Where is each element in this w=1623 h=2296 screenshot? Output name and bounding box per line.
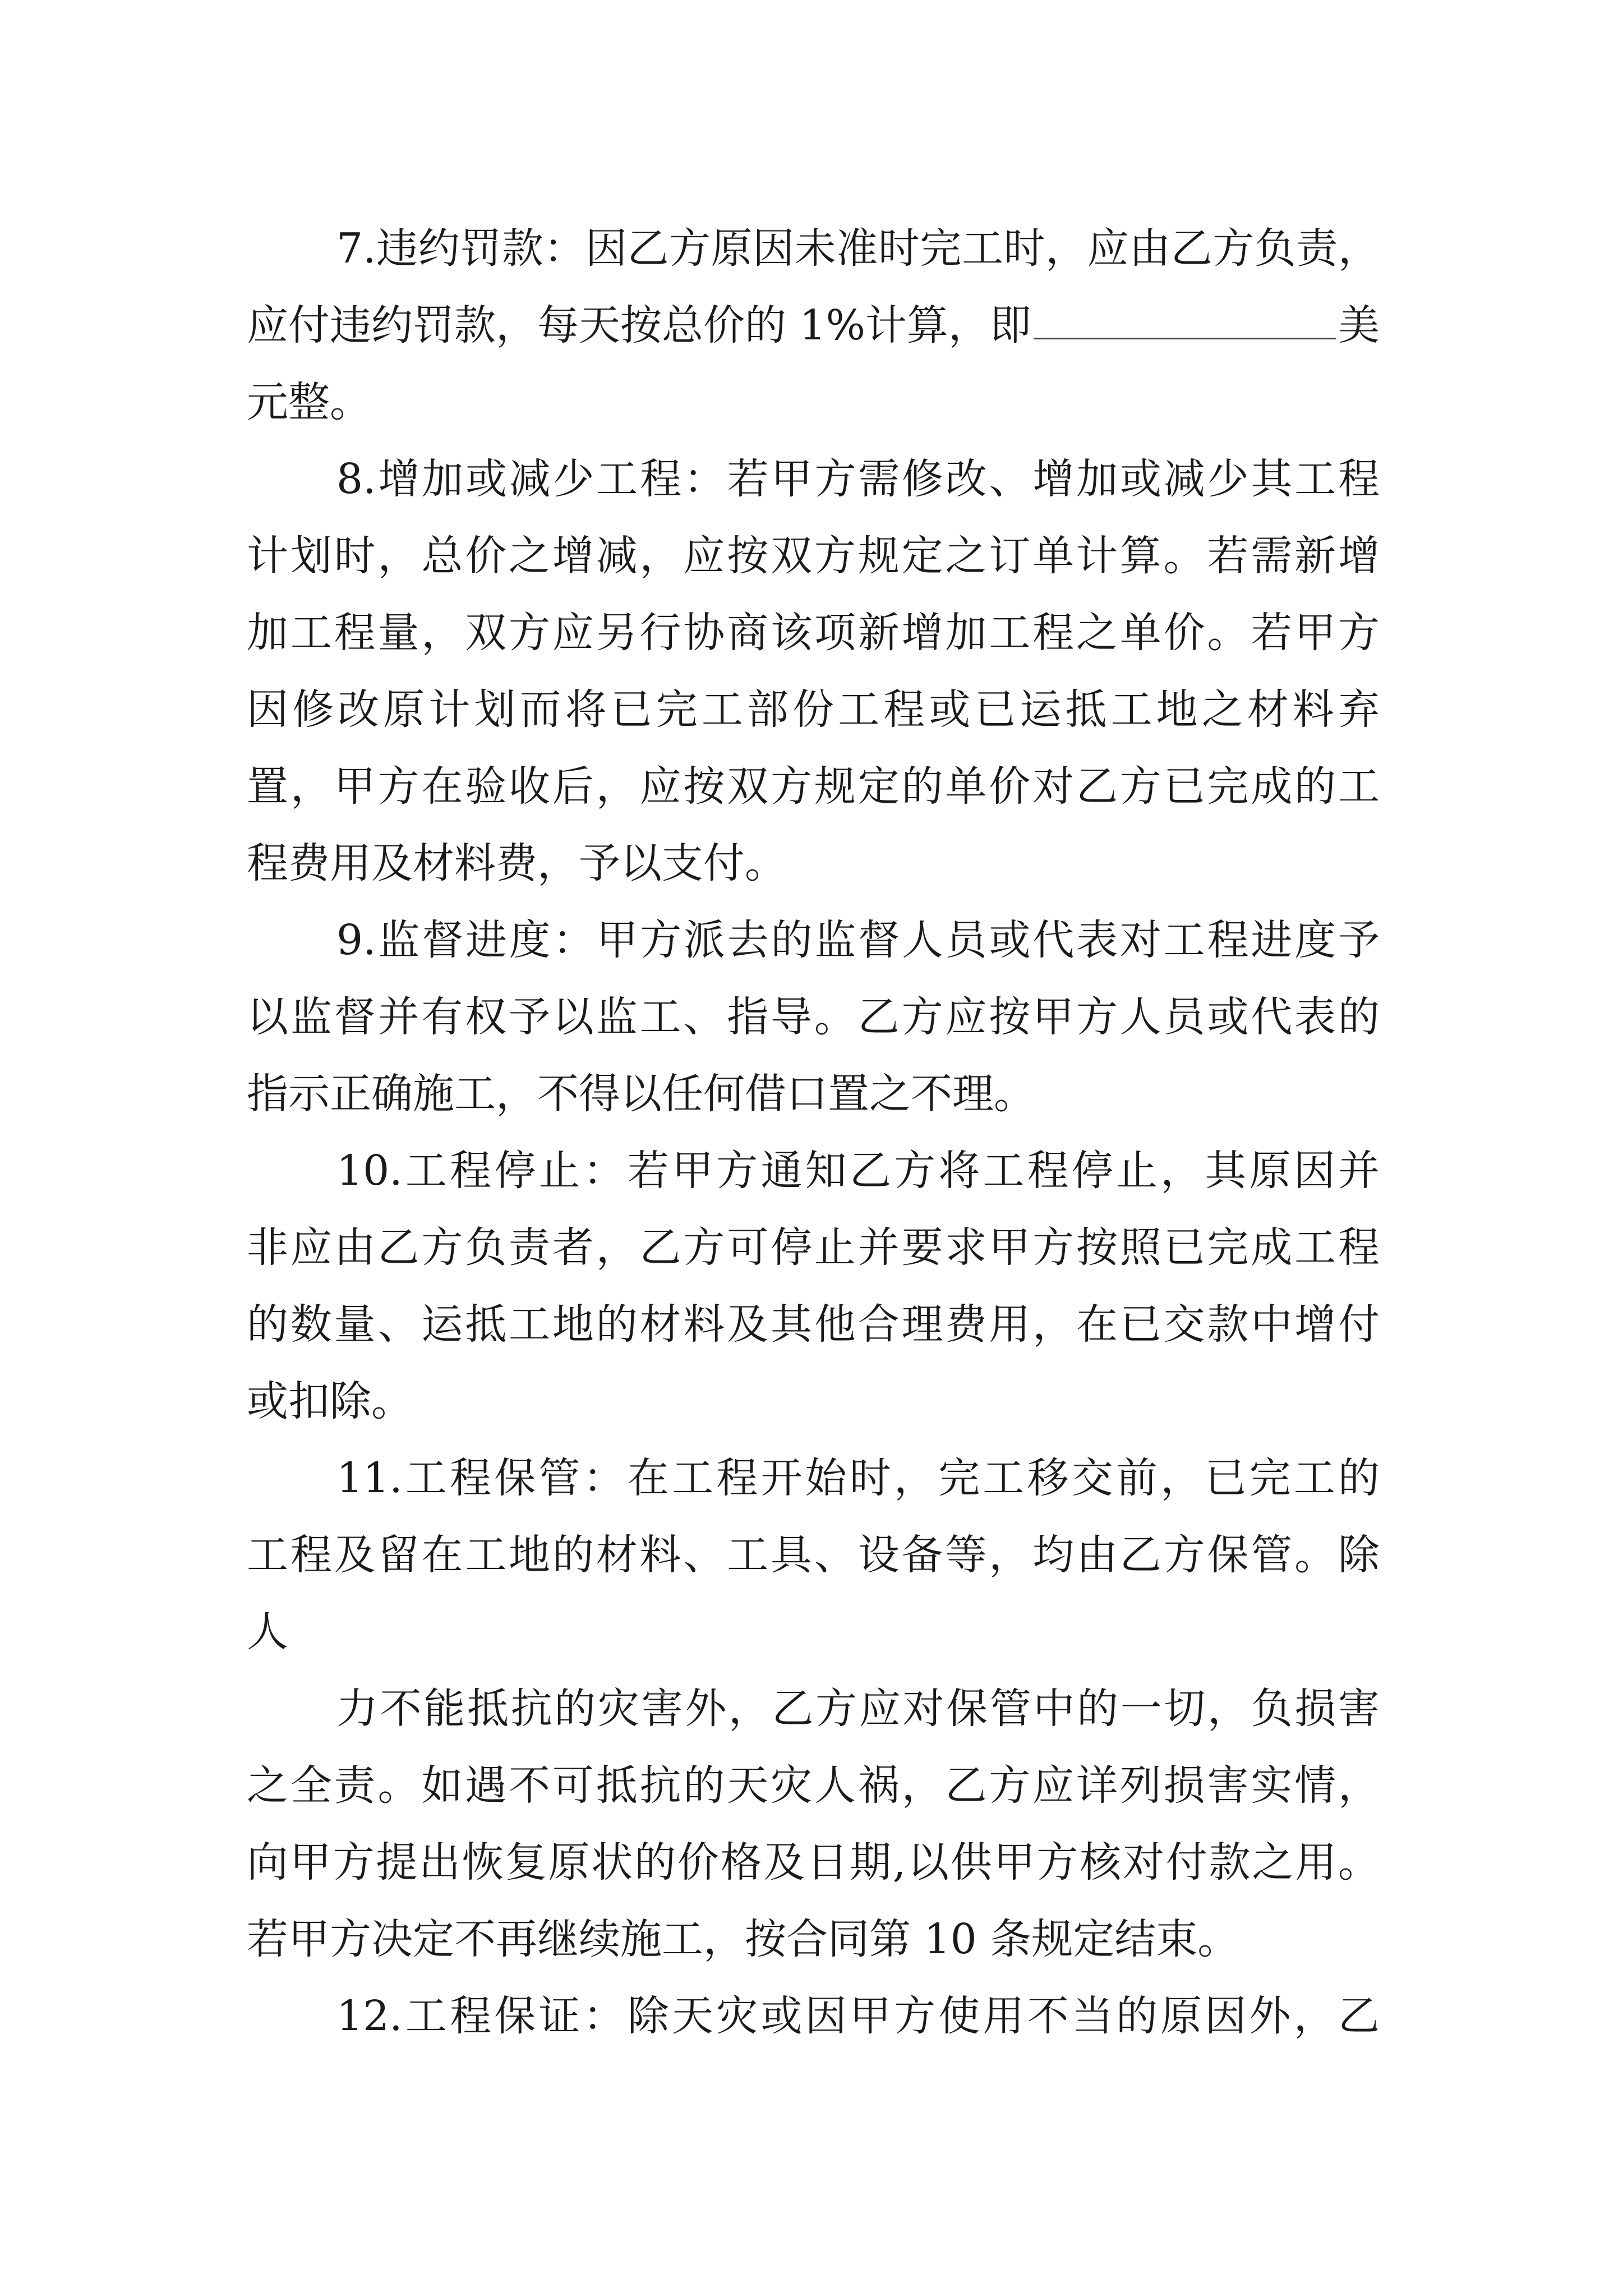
text-line: 或扣除。 [247, 1377, 413, 1425]
text-line: 8.增加或减少工程：若甲方需修改、增加或减少其工程 [336, 455, 1380, 503]
text-segment: 美 [1338, 301, 1380, 349]
text-line: 向甲方提出恢复原状的价格及日期,以供甲方核对付款之用。 [247, 1838, 1380, 1887]
text-line: 指示正确施工，不得以任何借口置之不理。 [247, 1070, 1035, 1118]
text-line: 的数量、运抵工地的材料及其他合理费用，在已交款中增付 [247, 1300, 1380, 1349]
text-line: 因修改原计划而将已完工部份工程或已运抵工地之材料弃 [247, 685, 1380, 734]
text-line: 11.工程保管：在工程开始时，完工移交前，已完工的 [336, 1454, 1380, 1502]
text-line: 12.工程保证：除天灾或因甲方使用不当的原因外，乙 [336, 1992, 1380, 2040]
text-line: 计划时，总价之增减，应按双方规定之订单计算。若需新增 [247, 532, 1380, 580]
text-line: 非应由乙方负责者，乙方可停止并要求甲方按照已完成工程 [247, 1223, 1380, 1272]
contract-body [247, 210, 1380, 2055]
text-line [247, 287, 1380, 364]
text-line: 元整。 [247, 378, 371, 426]
text-line: 工程及留在工地的材料、工具、设备等，均由乙方保管。除 [247, 1531, 1380, 1579]
text-line: 力不能抵抗的灾害外，乙方应对保管中的一切，负损害 [336, 1685, 1380, 1733]
text-line: 置，甲方在验收后，应按双方规定的单价对乙方已完成的工 [247, 762, 1380, 811]
text-line: 以监督并有权予以监工、指导。乙方应按甲方人员或代表的 [247, 993, 1380, 1041]
fill-in-blank [1034, 304, 1336, 339]
text-line: 之全责。如遇不可抵抗的天灾人祸，乙方应详列损害实情， [247, 1761, 1380, 1810]
text-line: 9.监督进度：甲方派去的监督人员或代表对工程进度予 [336, 916, 1380, 964]
text-line: 7.违约罚款：因乙方原因未准时完工时，应由乙方负责， [336, 224, 1380, 273]
text-line: 程费用及材料费，予以支付。 [247, 839, 786, 887]
text-line: 若甲方决定不再继续施工，按合同第 10 条规定结束。 [247, 1915, 1239, 1963]
text-line: 10.工程停止：若甲方通知乙方将工程停止，其原因并 [336, 1147, 1380, 1195]
text-line: 加工程量，双方应另行协商该项新增加工程之单价。若甲方 [247, 609, 1380, 657]
text-line: 人 [247, 1608, 288, 1656]
text-segment: 应付违约罚款，每天按总价的 1%计算，即 [247, 301, 1031, 349]
